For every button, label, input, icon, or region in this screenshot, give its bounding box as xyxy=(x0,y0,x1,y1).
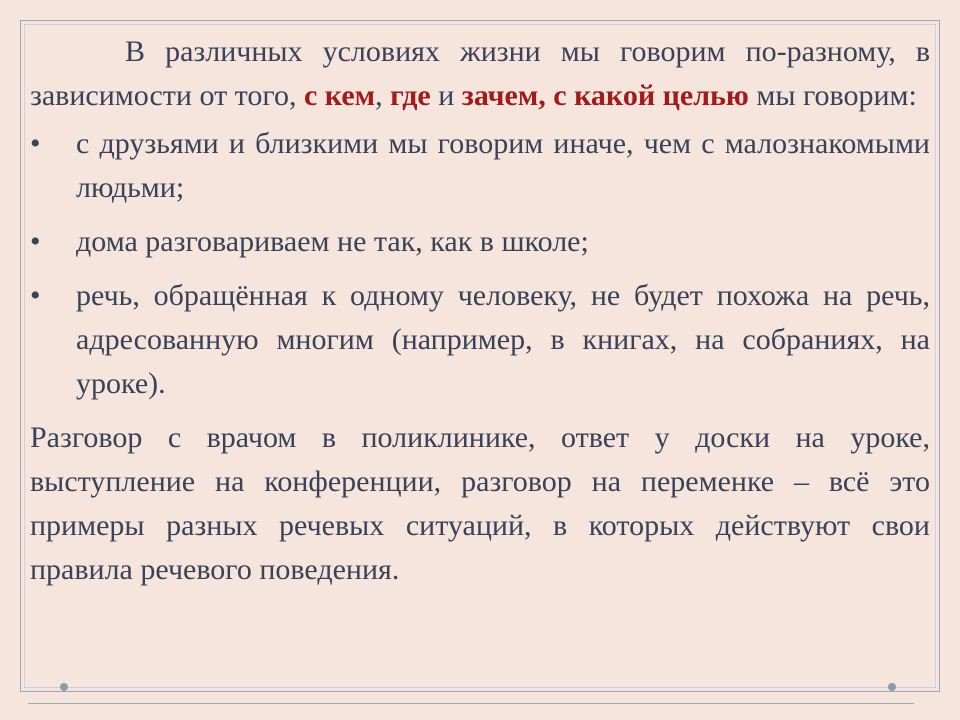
intro-text-3: мы говорим: xyxy=(748,79,917,112)
corner-dot-right xyxy=(888,683,896,691)
list-item xyxy=(30,122,930,210)
list-item xyxy=(30,274,930,406)
list-item-text: дома разговариваем не так, как в школе; xyxy=(76,225,589,258)
bottom-rule xyxy=(28,703,914,704)
list-item-text: с друзьями и близкими мы говорим иначе, чем с малознакомыми людьми; xyxy=(76,127,930,204)
intro-separator: , xyxy=(375,79,391,112)
bullet-icon: • xyxy=(30,127,41,160)
highlight-where: где xyxy=(390,79,431,112)
intro-text-1: В различных условиях жизни мы говорим по-разному, в зависимости от того, xyxy=(30,35,930,112)
intro-paragraph xyxy=(30,30,930,118)
intro-text-2: и xyxy=(430,79,462,112)
bullet-list xyxy=(30,122,930,406)
list-item-text: речь, обращённая к одному человеку, не будет похожа на речь, адресованную многим (например, в книгах, на собраниях, на уроке). xyxy=(76,279,930,400)
bullet-icon: • xyxy=(30,279,41,312)
highlight-with-whom: с кем xyxy=(303,79,376,112)
corner-dot-left xyxy=(60,683,68,691)
highlight-why-purpose: зачем, с какой целью xyxy=(461,79,749,112)
bullet-icon: • xyxy=(30,225,41,258)
slide-content xyxy=(30,30,930,592)
conclusion-paragraph: Разговор с врачом в поликлинике, ответ у доски на уроке, выступление на конференции, разговор на переменке – всё это примеры разных речевых ситуаций, в которых действуют свои правила речевого поведения. xyxy=(30,421,930,586)
list-item xyxy=(30,220,930,264)
